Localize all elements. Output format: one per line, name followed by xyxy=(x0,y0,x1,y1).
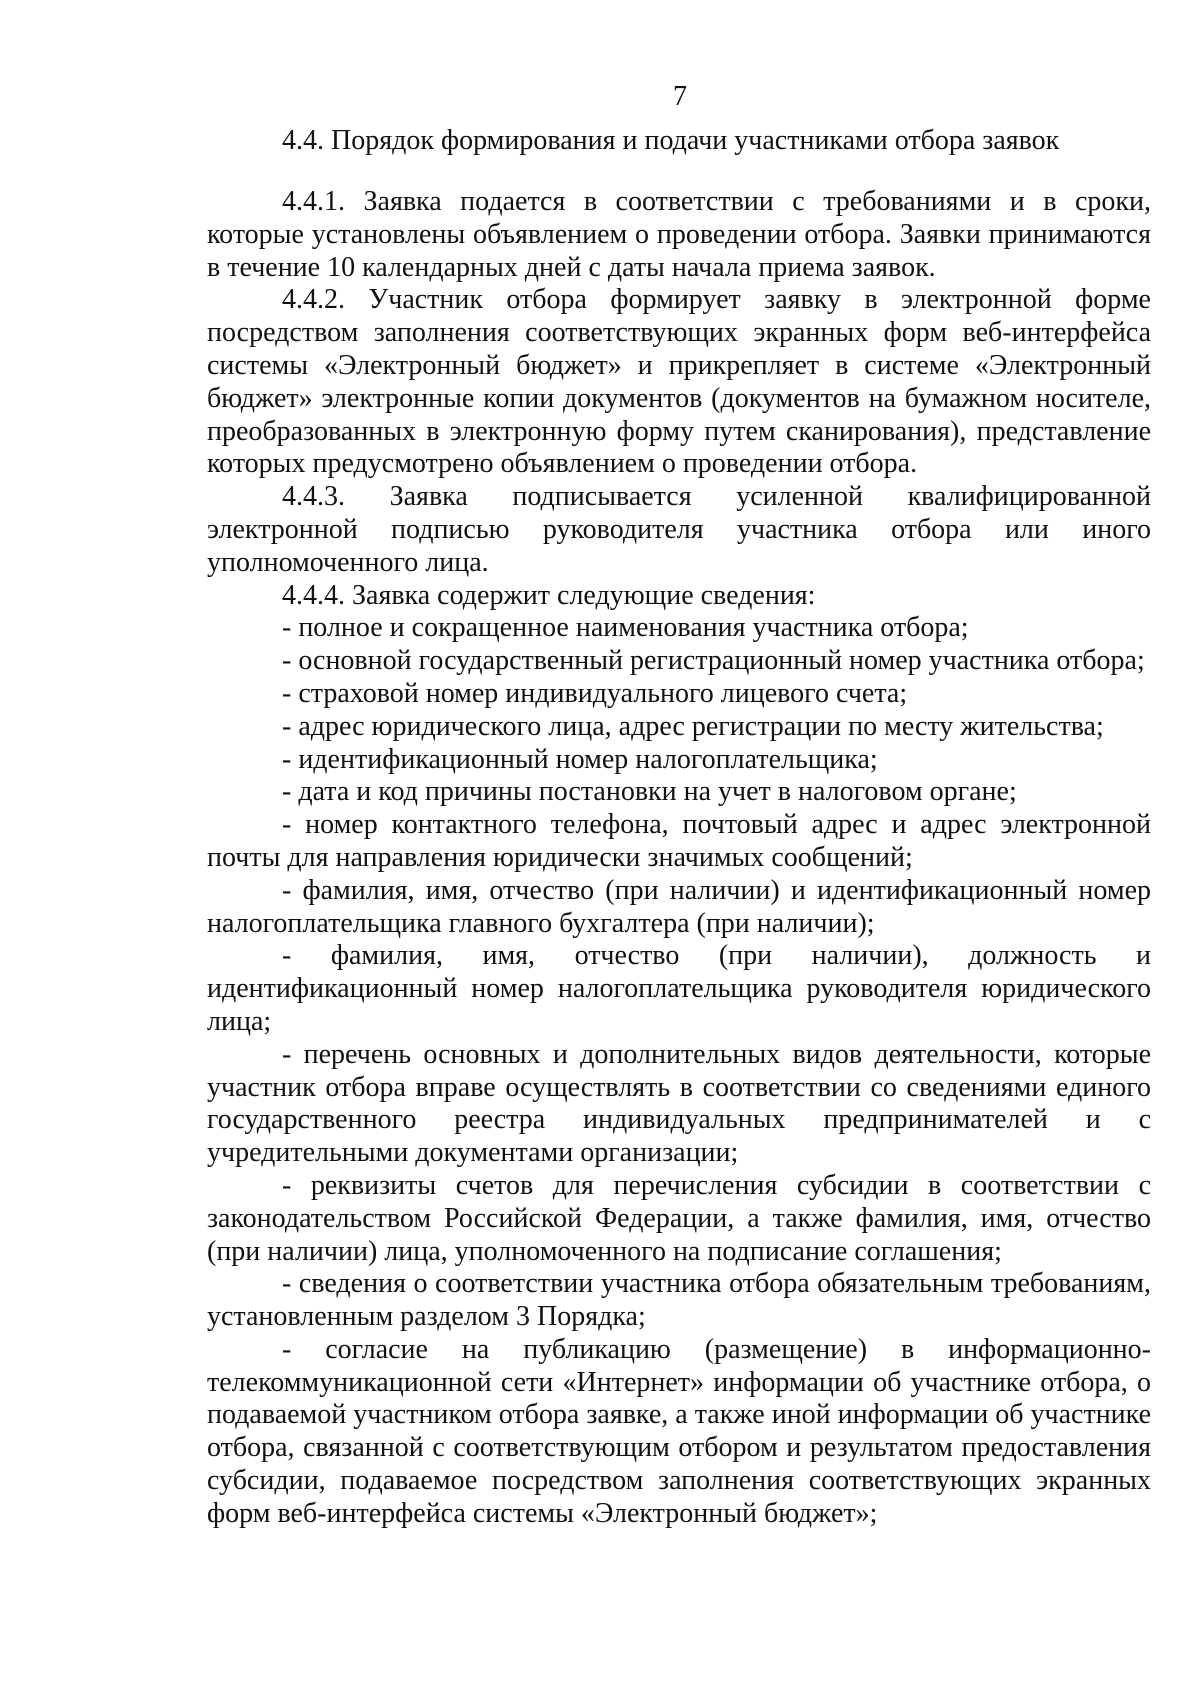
list-item: - реквизиты счетов для перечисления субсидии в соответствии с законодательством Российской Федерации, а также фамилия, имя, отчество (при наличии) лица, уполномоченного на подписание соглашения; xyxy=(207,1169,1151,1267)
list-item: - адрес юридического лица, адрес регистрации по месту жительства; xyxy=(282,710,1104,742)
paragraph-4-4-4: 4.4.4. Заявка содержит следующие сведения: xyxy=(282,579,816,611)
list-item: - фамилия, имя, отчество (при наличии) и идентификационный номер налогоплательщика главного бухгалтера (при наличии); xyxy=(207,874,1151,939)
list-item: - фамилия, имя, отчество (при наличии), должность и идентификационный номер налогоплательщика руководителя юридического лица; xyxy=(207,940,1151,1037)
list-item: - основной государственный регистрационный номер участника отбора; xyxy=(282,645,1145,677)
list-item: - сведения о соответствии участника отбора обязательным требованиям, установленным разделом 3 Порядка; xyxy=(207,1268,1151,1333)
document-body xyxy=(207,186,1151,1531)
list-item: - номер контактного телефона, почтовый адрес и адрес электронной почты для направления юридически значимых сообщений; xyxy=(207,809,1151,873)
list-item: - перечень основных и дополнительных видов деятельности, которые участник отбора вправе осуществлять в соответствии со сведениями единого государственного реестра индивидуальных предпринимателей и с учредительными документами организации; xyxy=(207,1038,1151,1169)
page-number: 7 xyxy=(673,81,687,112)
list-item: - идентификационный номер налогоплательщика; xyxy=(282,743,878,775)
paragraph-4-4-2: 4.4.2. Участник отбора формирует заявку в электронной форме посредством заполнения соответствующих экранных форм веб-интерфейса системы «Электронный бюджет» и прикрепляет в системе «Электронный бюджет» электронные копии документов (документов на бумажном носителе, преобразованных в электронную форму путем сканирования), представление которых предусмотрено объявлением о проведении отбора. xyxy=(207,284,1151,480)
list-item: - согласие на публикацию (размещение) в информационно-телекоммуникационной сети «Интернет» информации об участнике отбора, о подаваемой участником отбора заявке, а также иной информации об участнике отбора, связанной с соответствующим отбором и результатом предоставления субсидии, подаваемое посредством заполнения соответствующих экранных форм веб-интерфейса системы «Электронный бюджет»; xyxy=(207,1333,1151,1529)
list-item: - полное и сокращенное наименования участника отбора; xyxy=(282,612,969,644)
requirements-list xyxy=(207,612,1151,1530)
section-heading: 4.4. Порядок формирования и подачи участниками отбора заявок xyxy=(282,125,1060,156)
list-item: - дата и код причины постановки на учет в налоговом органе; xyxy=(282,776,1017,808)
paragraph-4-4-1: 4.4.1. Заявка подается в соответствии с требованиями и в сроки, которые установлены объявлением о проведении отбора. Заявки принимаются в течение 10 календарных дней с даты начала приема заявок. xyxy=(207,186,1151,283)
paragraph-4-4-3: 4.4.3. Заявка подписывается усиленной квалифицированной электронной подписью руководителя участника отбора или иного уполномоченного лица. xyxy=(207,481,1151,578)
list-item: - страховой номер индивидуального лицевого счета; xyxy=(282,677,908,709)
